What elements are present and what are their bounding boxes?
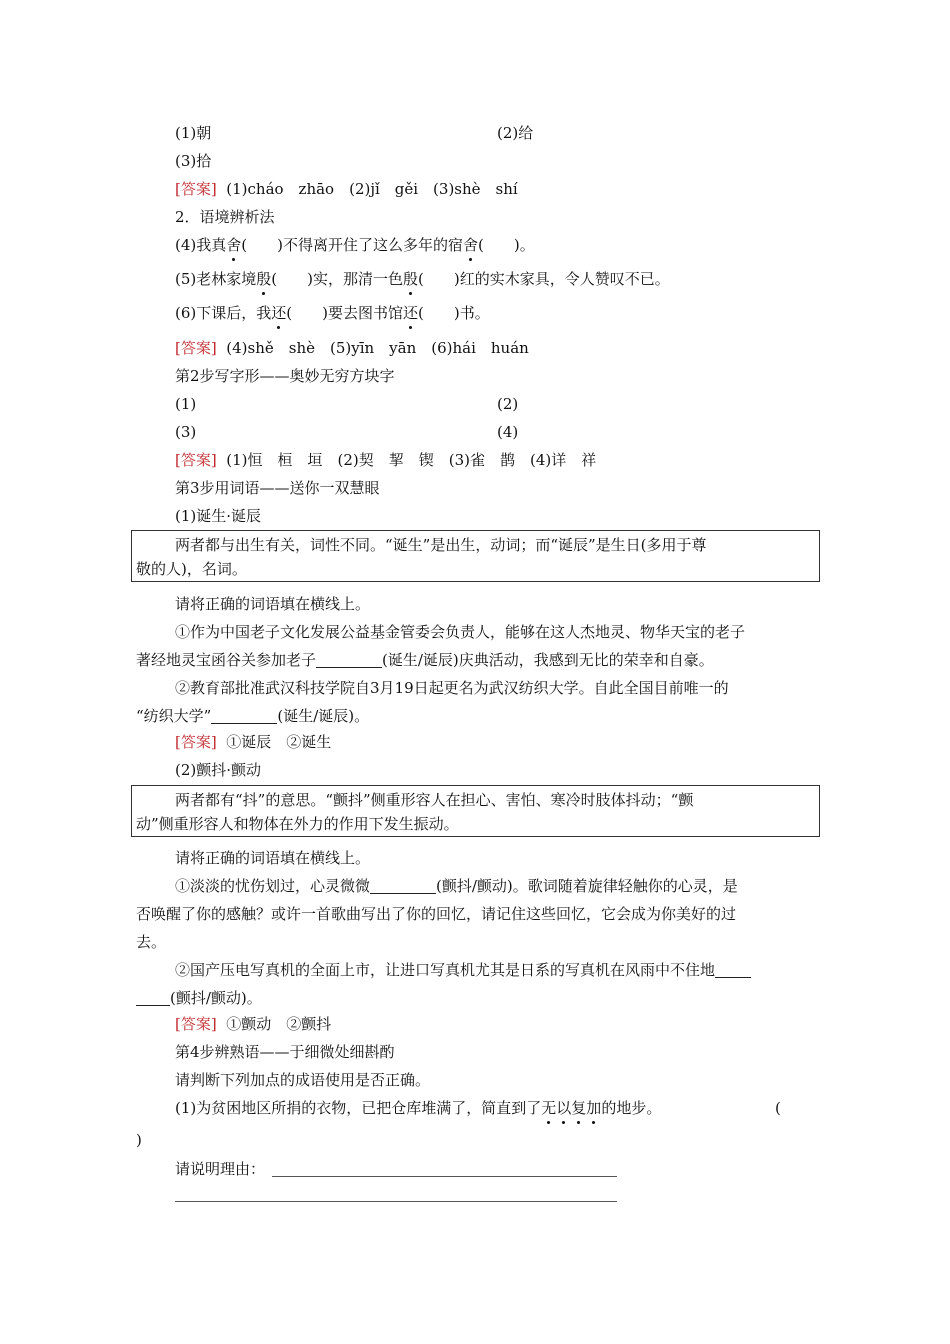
answer-line	[175, 449, 596, 471]
question-3-line3: 去。	[136, 933, 167, 951]
fill-blank[interactable]	[715, 961, 751, 978]
item-3: (3)拾	[175, 152, 212, 170]
step3-title: 第3步用词语——送你一双慧眼	[175, 479, 380, 497]
idiom-question-1: (1)为贫困地区所捐的衣物，已把仓库堆满了，简直到了无以复加的地步。	[175, 1099, 662, 1117]
item-3: (3)	[175, 423, 197, 441]
fill-blank[interactable]	[136, 989, 170, 1006]
answer-text: (1)恒 桓 垣 (2)契 挈 锲 (3)雀 鹊 (4)详 祥	[226, 451, 597, 469]
dotted-char: 殷	[256, 270, 272, 288]
reason-input-line[interactable]	[175, 1201, 617, 1202]
question-3-line1: ①淡淡的忧伤划过，心灵微微 (颤抖/颤动)。歌词随着旋律轻触你的心灵，是	[175, 877, 738, 895]
sentence-6: (6)下课后，我还( )要去图书馆还( )书。	[175, 304, 490, 322]
question-4-line2: (颤抖/颤动)。	[136, 987, 262, 1009]
answer-paren-open: (	[775, 1099, 781, 1117]
instruction: 请将正确的词语填在横线上。	[175, 595, 371, 613]
answer-line	[175, 178, 518, 200]
item-4: (4)	[497, 423, 519, 441]
question-1-line2: 著经地灵宝函谷关参加老子 (诞生/诞辰)庆典活动，我感到无比的荣幸和自豪。	[136, 651, 714, 669]
answer-text: ①颤动 ②颤抖	[226, 1015, 332, 1033]
fill-blank[interactable]	[316, 651, 382, 668]
answer-paren-close[interactable]: )	[136, 1131, 142, 1149]
instruction: 请将正确的词语填在横线上。	[175, 849, 371, 867]
dotted-char: 以	[556, 1099, 572, 1117]
item-1: (1)	[175, 395, 197, 413]
dotted-char: 复	[571, 1099, 587, 1117]
answer-text: (1)cháo zhāo (2)jǐ gěi (3)shè shí	[226, 180, 518, 198]
answer-tag: [答案]	[175, 339, 217, 357]
step2-title: 第2步写字形——奥妙无穷方块字	[175, 367, 395, 385]
word-pair-1: (1)诞生·诞辰	[175, 507, 262, 525]
answer-text: ①诞辰 ②诞生	[226, 733, 332, 751]
question-2-line2: “纺织大学” (诞生/诞辰)。	[136, 707, 370, 725]
answer-line	[175, 337, 529, 359]
item-2: (2)给	[497, 124, 534, 142]
answer-line	[175, 1013, 331, 1035]
word-pair-2: (2)颤抖·颤动	[175, 761, 262, 779]
dotted-char: 殷	[402, 270, 418, 288]
reason-label: 请说明理由：	[175, 1160, 266, 1178]
sentence-5: (5)老林家境殷( )实，那清一色殷( )红的实木家具，令人赞叹不已。	[175, 270, 670, 288]
question-1-line1: ①作为中国老子文化发展公益基金管委会负责人，能够在这人杰地灵、物华天宝的老子	[175, 623, 746, 641]
sentence-4: (4)我真舍( )不得离开住了这么多年的宿舍( )。	[175, 236, 535, 254]
dotted-char: 舍	[226, 236, 242, 254]
reason-input-line[interactable]	[272, 1176, 617, 1177]
question-3-line2: 否唤醒了你的感触？或许一首歌曲写出了你的回忆，请记住这些回忆，它会成为你美好的过	[136, 905, 737, 923]
answer-text: (4)shě shè (5)yīn yān (6)hái huán	[226, 339, 529, 357]
fill-blank[interactable]	[211, 707, 277, 724]
question-4-line1: ②国产压电写真机的全面上市，让进口写真机尤其是日系的写真机在风雨中不住地	[175, 959, 751, 981]
dotted-char: 还	[402, 304, 418, 322]
box2-line2: 动”侧重形容人和物体在外力的作用下发生振动。	[136, 815, 459, 833]
method-heading: 2．语境辨析法	[175, 208, 275, 226]
answer-tag: [答案]	[175, 180, 217, 198]
dotted-char: 加	[586, 1099, 602, 1117]
question-2-line1: ②教育部批准武汉科技学院自3月19日起更名为武汉纺织大学。自此全国目前唯一的	[175, 679, 729, 697]
answer-tag: [答案]	[175, 1015, 217, 1033]
dotted-char: 舍	[462, 236, 478, 254]
dotted-char: 还	[271, 304, 287, 322]
instruction: 请判断下列加点的成语使用是否正确。	[175, 1071, 431, 1089]
box1-line1: 两者都与出生有关，词性不同。“诞生”是出生，动词；而“诞辰”是生日(多用于尊	[175, 536, 707, 554]
box2-line1: 两者都有“抖”的意思。“颤抖”侧重形容人在担心、害怕、寒冷时肢体抖动；“颤	[175, 791, 694, 809]
item-1: (1)朝	[175, 124, 212, 142]
box1-line2: 敬的人)，名词。	[136, 560, 247, 578]
fill-blank[interactable]	[370, 877, 436, 894]
step4-title: 第4步辨熟语——于细微处细斟酌	[175, 1043, 395, 1061]
dotted-char: 无	[541, 1099, 557, 1117]
answer-tag: [答案]	[175, 733, 217, 751]
answer-line	[175, 731, 331, 753]
answer-tag: [答案]	[175, 451, 217, 469]
item-2: (2)	[497, 395, 519, 413]
